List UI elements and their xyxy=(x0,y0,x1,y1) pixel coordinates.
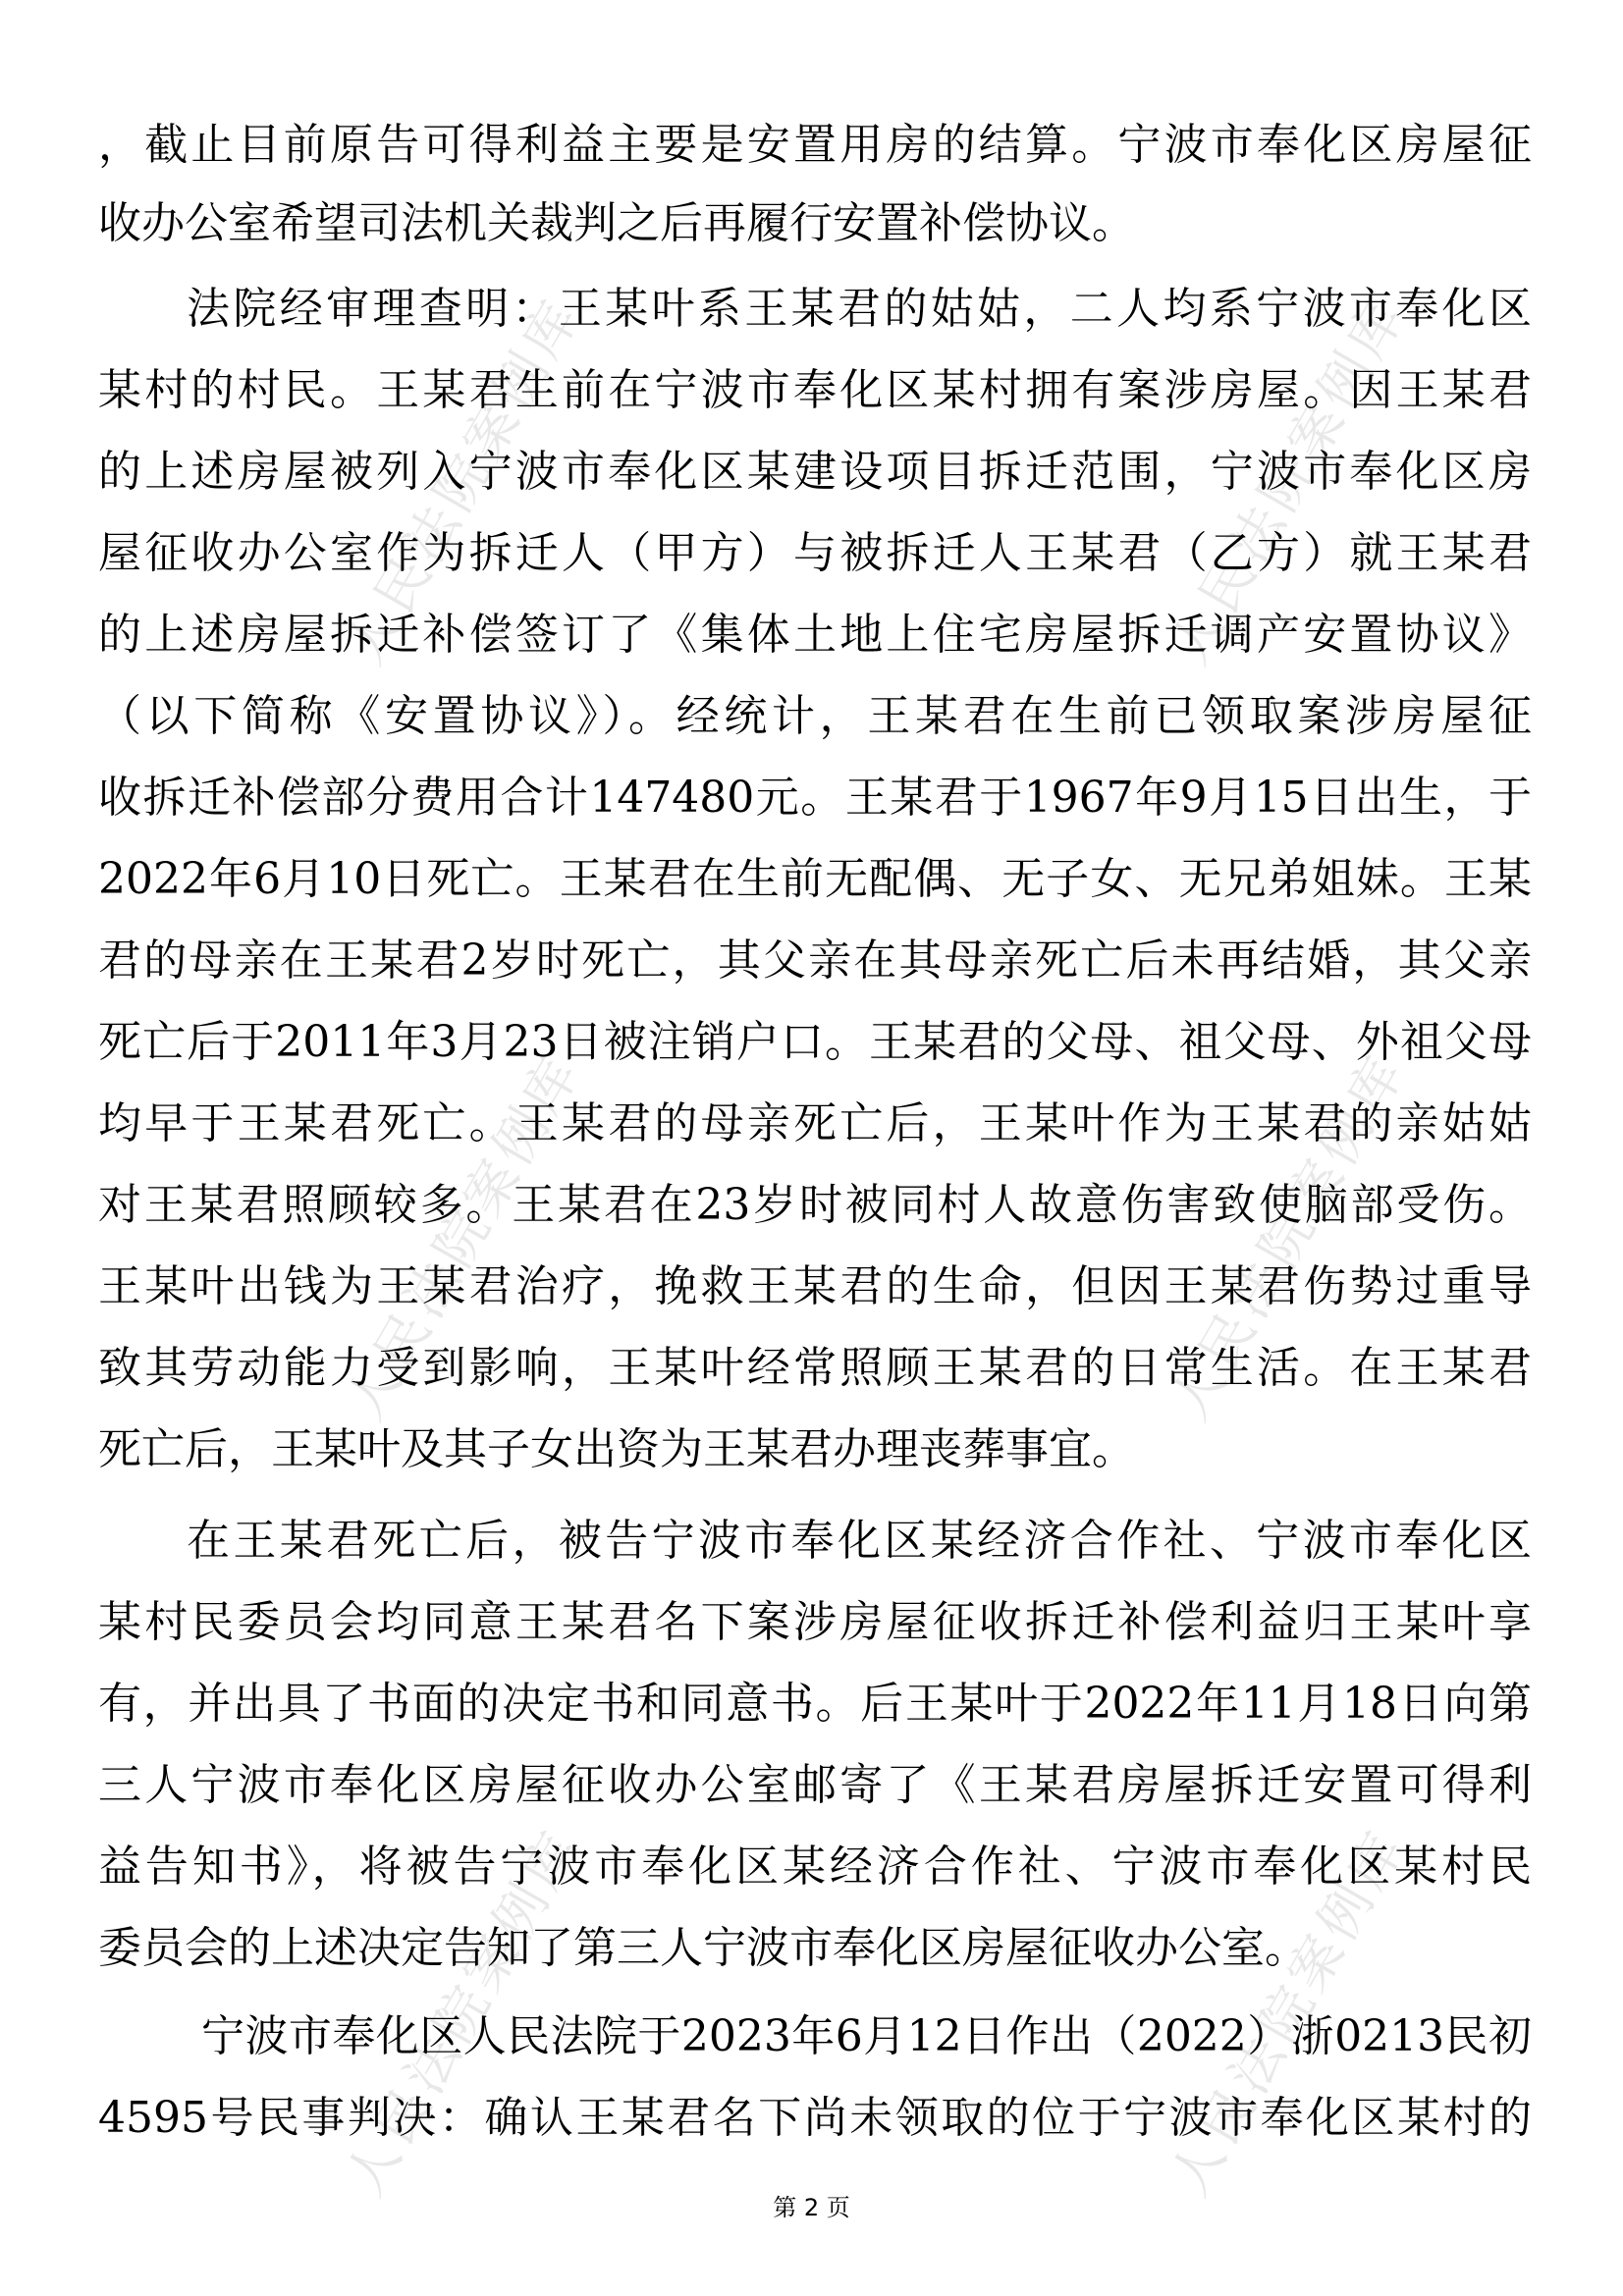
watermark: 人民法院案例库 xyxy=(1158,1817,1419,2206)
text-line: 法院经审理查明：王某叶系王某君的姑姑，二人均系宁波市奉化区 xyxy=(187,284,1532,334)
text-line: 益告知书》，将被告宁波市奉化区某经济合作社、宁波市奉化区某村民 xyxy=(98,1842,1532,1892)
watermark: 人民法院案例库 xyxy=(333,1817,594,2206)
text-line: （以下简称《安置协议》）。经统计，王某君在生前已领取案涉房屋征 xyxy=(98,691,1532,741)
text-line: 某村民委员会均同意王某君名下案涉房屋征收拆迁补偿利益归王某叶享 xyxy=(98,1597,1532,1647)
text-line: 死亡后，王某叶及其子女出资为王某君办理丧葬事宜。 xyxy=(98,1424,1135,1474)
text-line: 在王某君死亡后，被告宁波市奉化区某经济合作社、宁波市奉化区 xyxy=(187,1516,1532,1566)
text-line: 对王某君照顾较多。王某君在23岁时被同村人故意伤害致使脑部受伤。 xyxy=(98,1180,1532,1230)
text-line: 某村的村民。王某君生前在宁波市奉化区某村拥有案涉房屋。因王某君 xyxy=(98,365,1532,415)
text-line: 死亡后于2011年3月23日被注销户口。王某君的父母、祖父母、外祖父母 xyxy=(98,1017,1532,1067)
text-line: 均早于王某君死亡。王某君的母亲死亡后，王某叶作为王某君的亲姑姑 xyxy=(98,1098,1532,1148)
text-line: ，截止目前原告可得利益主要是安置用房的结算。宁波市奉化区房屋征 xyxy=(98,120,1532,170)
text-line: 的上述房屋被列入宁波市奉化区某建设项目拆迁范围，宁波市奉化区房 xyxy=(98,447,1532,497)
text-line: 收拆迁补偿部分费用合计147480元。王某君于1967年9月15日出生，于 xyxy=(98,773,1532,823)
watermark: 人民法院案例库 xyxy=(1158,286,1419,674)
text-line: 4595号民事判决：确认王某君名下尚未领取的位于宁波市奉化区某村的 xyxy=(98,2093,1532,2143)
text-line: 君的母亲在王某君2岁时死亡，其父亲在其母亲死亡后未再结婚，其父亲 xyxy=(98,935,1532,986)
text-line: 三人宁波市奉化区房屋征收办公室邮寄了《王某君房屋拆迁安置可得利 xyxy=(98,1760,1532,1810)
text-line: 收办公室希望司法机关裁判之后再履行安置补偿协议。 xyxy=(98,198,1135,248)
text-line: 的上述房屋拆迁补偿签订了《集体土地上住宅房屋拆迁调产安置协议》 xyxy=(98,610,1532,660)
text-line: 宁波市奉化区人民法院于2023年6月12日作出（2022）浙0213民初 xyxy=(201,2011,1532,2061)
text-line: 屋征收办公室作为拆迁人（甲方）与被拆迁人王某君（乙方）就王某君 xyxy=(98,528,1532,578)
text-line: 委员会的上述决定告知了第三人宁波市奉化区房屋征收办公室。 xyxy=(98,1923,1308,1973)
text-line: 2022年6月10日死亡。王某君在生前无配偶、无子女、无兄弟姐妹。王某 xyxy=(98,854,1532,904)
text-line: 致其劳动能力受到影响，王某叶经常照顾王某君的日常生活。在王某君 xyxy=(98,1343,1532,1393)
text-line: 王某叶出钱为王某君治疗，挽救王某君的生命，但因王某君伤势过重导 xyxy=(98,1261,1532,1311)
watermark: 人民法院案例库 xyxy=(333,1041,594,1430)
page-number: 第 2 页 xyxy=(773,2194,850,2221)
watermark: 人民法院案例库 xyxy=(1158,1041,1419,1430)
watermark: 人民法院案例库 xyxy=(333,286,594,674)
text-line: 有，并出具了书面的决定书和同意书。后王某叶于2022年11月18日向第 xyxy=(98,1679,1532,1729)
